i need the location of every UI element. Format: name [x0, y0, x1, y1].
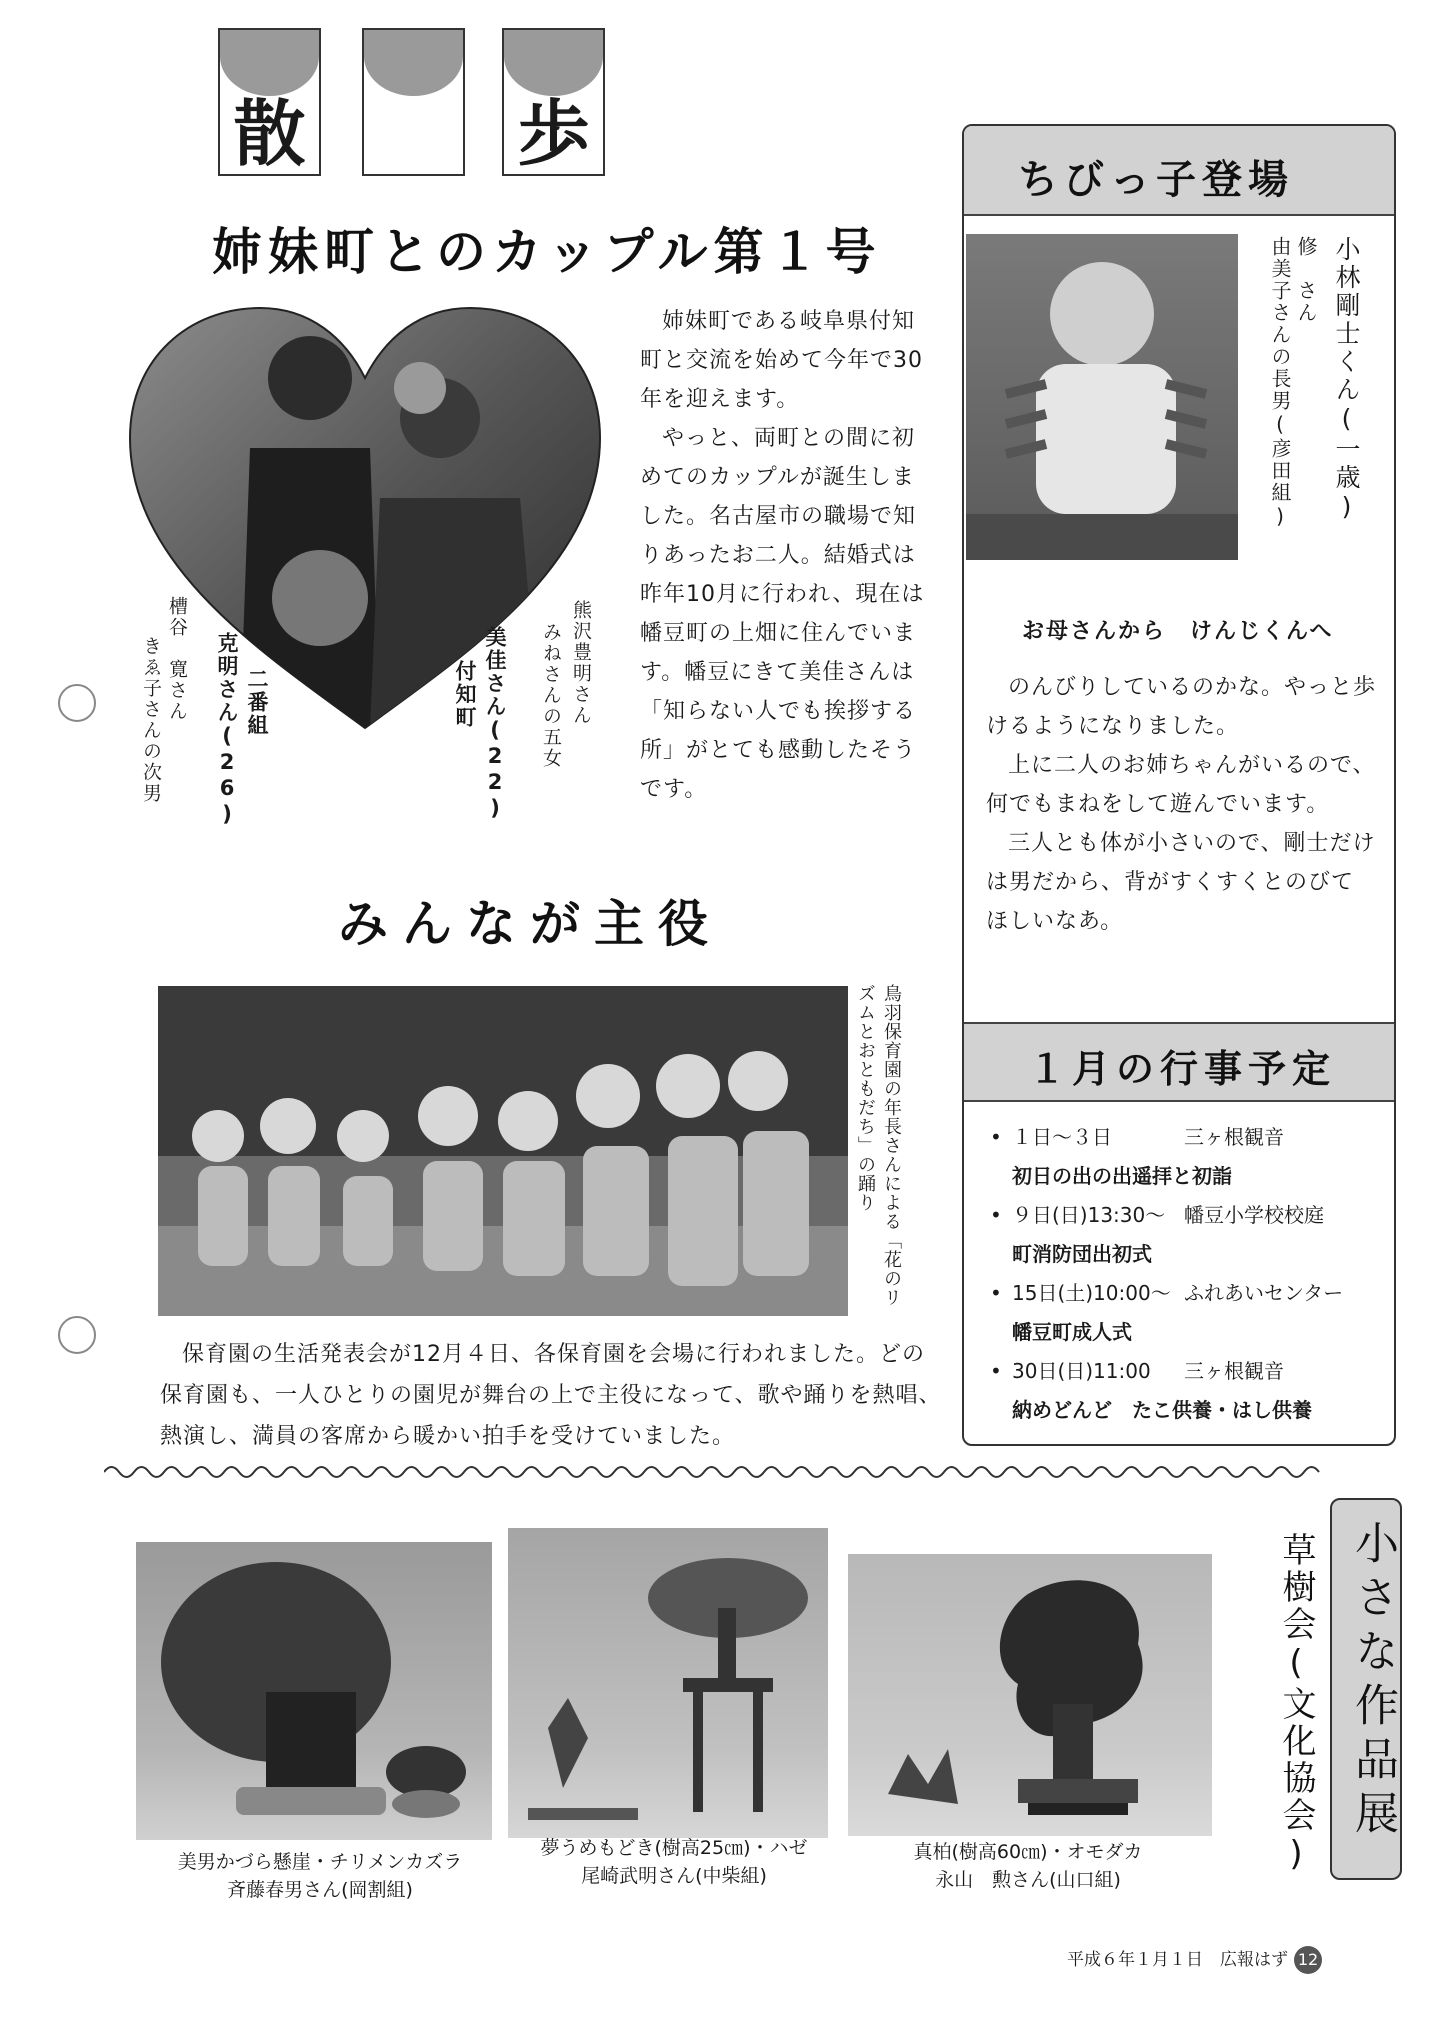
- child-parents-line2: 由美子さんの長男(彦田組): [1268, 236, 1292, 530]
- event-what: 初日の出の出遥拝と初詣: [1012, 1164, 1232, 1188]
- exhibit-photo-2-art: [508, 1528, 828, 1838]
- header-tile-right: [502, 28, 605, 176]
- groom-parents-col2: きゑ子さんの次男: [140, 636, 162, 804]
- page-number: 12: [1294, 1946, 1322, 1974]
- message-paragraph-1: のんびりしているのかな。やっと歩けるようになりました。: [986, 675, 1377, 739]
- stage-photo-art: [158, 986, 848, 1316]
- exhibit-subtitle: 草樹会(文化協会): [1276, 1532, 1316, 1877]
- exhibit-caption-2: [494, 1834, 854, 1890]
- bullet-icon: •: [990, 1281, 1002, 1305]
- bullet-icon: •: [990, 1125, 1002, 1149]
- message-body: [986, 668, 1376, 941]
- minna-headline: みんなが主役: [338, 895, 722, 953]
- minna-paragraph: 保育園の生活発表会が12月４日、各保育園を会場に行われました。どの保育園も、一人ひとりの園児が舞台の上で主役になって、歌や踊りを熱唱、熱演し、満員の客席から暖かい拍手を受けていました。: [160, 1342, 942, 1449]
- groom-parents-col1: 槽谷 寛さん: [166, 596, 188, 722]
- couple-headline: 姉妹町とのカップル第１号: [212, 223, 882, 281]
- minna-article: [160, 1334, 942, 1457]
- couple-article: [640, 302, 930, 809]
- header-tile-left: [218, 28, 321, 176]
- tile-cap: [364, 30, 463, 96]
- bullet-icon: •: [990, 1203, 1002, 1227]
- event-what: 町消防団出初式: [1012, 1242, 1152, 1266]
- event-where: ふれあいセンター: [1184, 1281, 1344, 1305]
- event-where: 三ヶ根観音: [1184, 1359, 1284, 1383]
- header-tile-middle: [362, 28, 465, 176]
- tile-char-left: 散: [233, 92, 306, 176]
- exhibit-photo-2: [508, 1528, 828, 1838]
- message-paragraph-3: 三人とも体が小さいので、剛士だけは男だから、背がすくすくとのびてほしいなあ。: [986, 831, 1376, 934]
- tile-cap: [220, 30, 319, 96]
- wavy-divider: [104, 1462, 1324, 1482]
- binder-hole-top: [58, 684, 96, 722]
- bride-parents-col2: みねさんの五女: [540, 622, 562, 769]
- exhibit-caption-1-line1: 美男かづら懸崖・チリメンカズラ: [177, 1851, 463, 1873]
- groom-name: 克明さん(26): [215, 632, 239, 828]
- exhibit-title: 小さな作品展: [1347, 1520, 1398, 1844]
- child-parents-line1: 修 さん: [1294, 236, 1318, 324]
- event-when: ９日(日)13:30〜: [1012, 1203, 1166, 1227]
- event-when: 15日(土)10:00〜: [1012, 1281, 1171, 1305]
- footer-date: 平成６年１月１日 広報はず: [1067, 1950, 1288, 1970]
- exhibit-caption-3-line1: 真柏(樹高60㎝)・オモダカ: [913, 1841, 1143, 1863]
- stage-photo: [158, 986, 848, 1316]
- child-photo-art: [966, 234, 1238, 560]
- exhibit-caption-1-line2: 斉藤春男さん(岡割組): [227, 1879, 413, 1901]
- groom-area: 二番組: [245, 668, 269, 737]
- event-what: 幡豆町成人式: [1012, 1320, 1132, 1344]
- couple-heart-photo: [120, 298, 610, 738]
- message-heading: お母さんから けんじくんへ: [1022, 619, 1334, 644]
- event-when: １日〜３日: [1012, 1125, 1112, 1149]
- bride-area: 付知町: [453, 660, 477, 729]
- exhibit-photo-3-art: [848, 1554, 1212, 1836]
- events-list: [990, 1118, 1390, 1430]
- exhibit-caption-3: [858, 1838, 1198, 1894]
- exhibit-caption-3-line2: 永山 勲さん(山口組): [935, 1869, 1121, 1891]
- exhibit-photo-3: [848, 1554, 1212, 1836]
- events-title: １月の行事予定: [1028, 1046, 1337, 1091]
- couple-paragraph-1: 姉妹町である岐阜県付知町と交流を始めて今年で30年を迎えます。: [640, 309, 923, 412]
- page-footer: [1067, 1945, 1322, 1974]
- bride-parents-col1: 熊沢豊明さん: [570, 600, 592, 726]
- stage-photo-caption: 鳥羽保育園の年長さんによる「花のリズムとおともだち」の踊り: [855, 984, 902, 1307]
- event-where: 幡豆小学校校庭: [1184, 1203, 1324, 1227]
- event-when: 30日(日)11:00: [1012, 1359, 1151, 1383]
- event-item: [990, 1274, 1390, 1313]
- event-where: 三ヶ根観音: [1184, 1125, 1284, 1149]
- event-what: 納めどんど たこ供養・はし供養: [1012, 1398, 1312, 1422]
- exhibit-caption-2-line2: 尾崎武明さん(中柴組): [581, 1865, 767, 1887]
- event-item: [990, 1196, 1390, 1235]
- bullet-icon: •: [990, 1359, 1002, 1383]
- tile-cap: [504, 30, 603, 96]
- bride-name: 美佳さん(22): [483, 626, 507, 822]
- chibikko-title: ちびっ子登場: [1018, 157, 1294, 203]
- exhibit-caption-2-line1: 夢うめもどき(樹高25㎝)・ハゼ: [540, 1837, 808, 1859]
- message-paragraph-2: 上に二人のお姉ちゃんがいるので、何でもまねをして遊んでいます。: [986, 753, 1376, 817]
- child-name: 小林剛士くん(一歳): [1332, 236, 1361, 524]
- child-photo: [966, 234, 1238, 560]
- couple-paragraph-2: やっと、両町との間に初めてのカップルが誕生しました。名古屋市の職場で知りあったお二人。結婚式は昨年10月に行われ、現在は幡豆町の上畑に住んでいます。幡豆にきて美佳さんは「知らない人でも挨拶する所」がとても感動したそうです。: [640, 426, 925, 802]
- event-item: [990, 1352, 1390, 1391]
- tile-char-right: 歩: [517, 92, 590, 176]
- event-item: [990, 1118, 1390, 1157]
- binder-hole-bottom: [58, 1316, 96, 1354]
- exhibit-photo-1-art: [136, 1542, 492, 1840]
- exhibit-photo-1: [136, 1542, 492, 1840]
- exhibit-caption-1: [120, 1848, 520, 1904]
